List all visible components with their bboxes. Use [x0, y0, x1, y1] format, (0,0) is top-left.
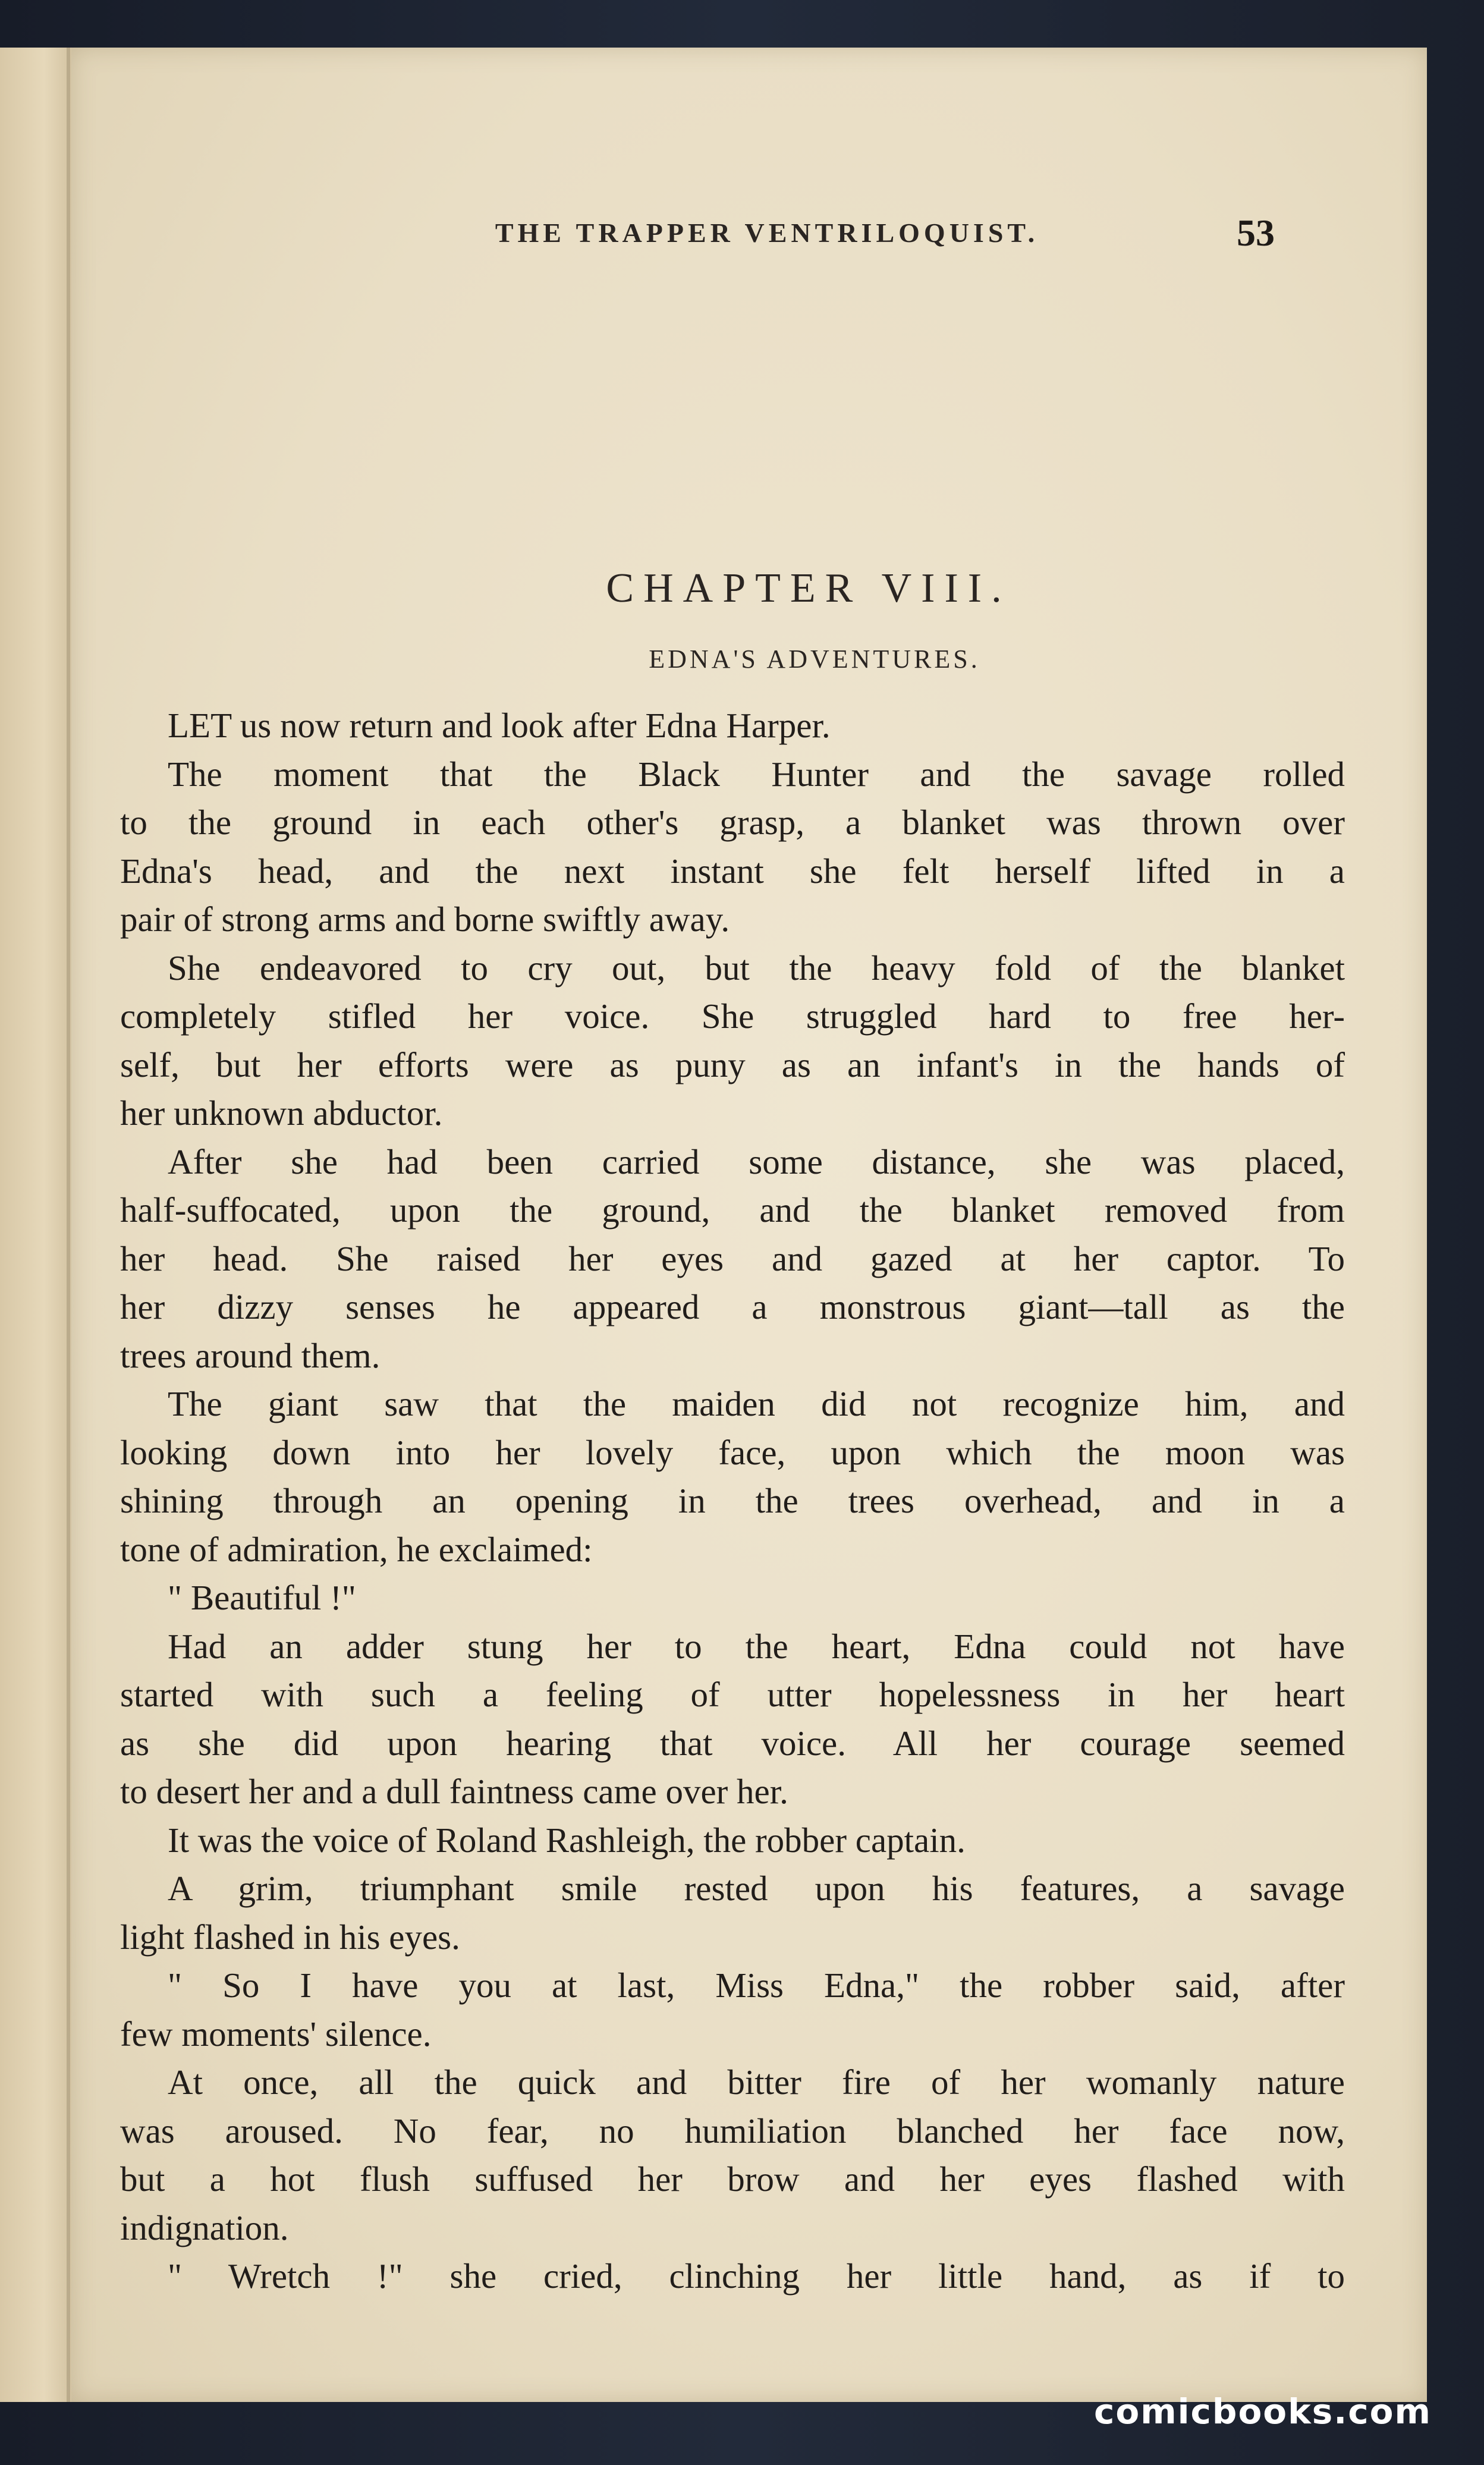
chapter-subtitle: EDNA'S ADVENTURES.	[649, 644, 980, 674]
text-line: her dizzy senses he appeared a monstrous giant—tall as the	[120, 1287, 1345, 1326]
text-line: few moments' silence.	[120, 2014, 432, 2054]
text-line: her unknown abductor.	[120, 1093, 443, 1133]
text-line: started with such a feeling of utter hopelessness in her heart	[120, 1675, 1345, 1714]
watermark: comicbooks.com	[1094, 2391, 1432, 2432]
text-line: indignation.	[120, 2208, 289, 2247]
text-line: to the ground in each other's grasp, a blanket was thrown over	[120, 803, 1345, 842]
text-line: to desert her and a dull faintness came over her.	[120, 1772, 788, 1811]
text-line: It was the voice of Roland Rashleigh, the robber captain.	[168, 1820, 966, 1860]
running-head	[71, 212, 1427, 276]
body-text	[120, 702, 1345, 2301]
text-line: half-suffocated, upon the ground, and the blanket removed from	[120, 1190, 1345, 1230]
text-line: shining through an opening in the trees overhead, and in a	[120, 1481, 1345, 1520]
running-title: THE TRAPPER VENTRILOQUIST.	[495, 218, 1039, 248]
left-page-edge	[0, 48, 82, 2402]
text-line: After she had been carried some distance, she was placed,	[168, 1142, 1345, 1181]
text-line: The moment that the Black Hunter and the savage rolled	[168, 754, 1345, 794]
text-line: looking down into her lovely face, upon which the moon was	[120, 1432, 1345, 1472]
text-line: self, but her efforts were as puny as an infant's in the hands of	[120, 1045, 1345, 1084]
text-line: trees around them.	[120, 1335, 381, 1375]
text-line: Had an adder stung her to the heart, Edna could not have	[168, 1626, 1345, 1666]
book-page	[71, 48, 1427, 2402]
chapter-title: CHAPTER VIII.	[606, 565, 1011, 611]
text-line: pair of strong arms and borne swiftly away.	[120, 900, 730, 939]
text-line: her head. She raised her eyes and gazed at her captor. To	[120, 1238, 1345, 1278]
page-number: 53	[1237, 212, 1275, 254]
text-line: Edna's head, and the next instant she felt herself lifted in a	[120, 851, 1345, 891]
text-line: tone of admiration, he exclaimed:	[120, 1529, 593, 1569]
text-line: LET us now return and look after Edna Harper.	[168, 706, 831, 745]
text-line: " Wretch !" she cried, clinching her little hand, as if to	[168, 2256, 1345, 2296]
text-line: " So I have you at last, Miss Edna," the robber said, after	[168, 1966, 1345, 2005]
text-line: completely stifled her voice. She struggled hard to free her-	[120, 996, 1345, 1036]
text-line: The giant saw that the maiden did not recognize him, and	[168, 1384, 1345, 1423]
text-line: but a hot flush suffused her brow and her eyes flashed with	[120, 2159, 1345, 2199]
text-line: was aroused. No fear, no humiliation blanched her face now,	[120, 2111, 1345, 2150]
text-line: At once, all the quick and bitter fire of her womanly nature	[168, 2062, 1345, 2102]
text-line: light flashed in his eyes.	[120, 1917, 460, 1957]
text-line: " Beautiful !"	[168, 1578, 356, 1617]
text-line: A grim, triumphant smile rested upon his features, a savage	[168, 1869, 1345, 1908]
text-line: She endeavored to cry out, but the heavy fold of the blanket	[168, 948, 1345, 988]
text-line: as she did upon hearing that voice. All her courage seemed	[120, 1723, 1345, 1763]
spine-line	[67, 48, 70, 2402]
